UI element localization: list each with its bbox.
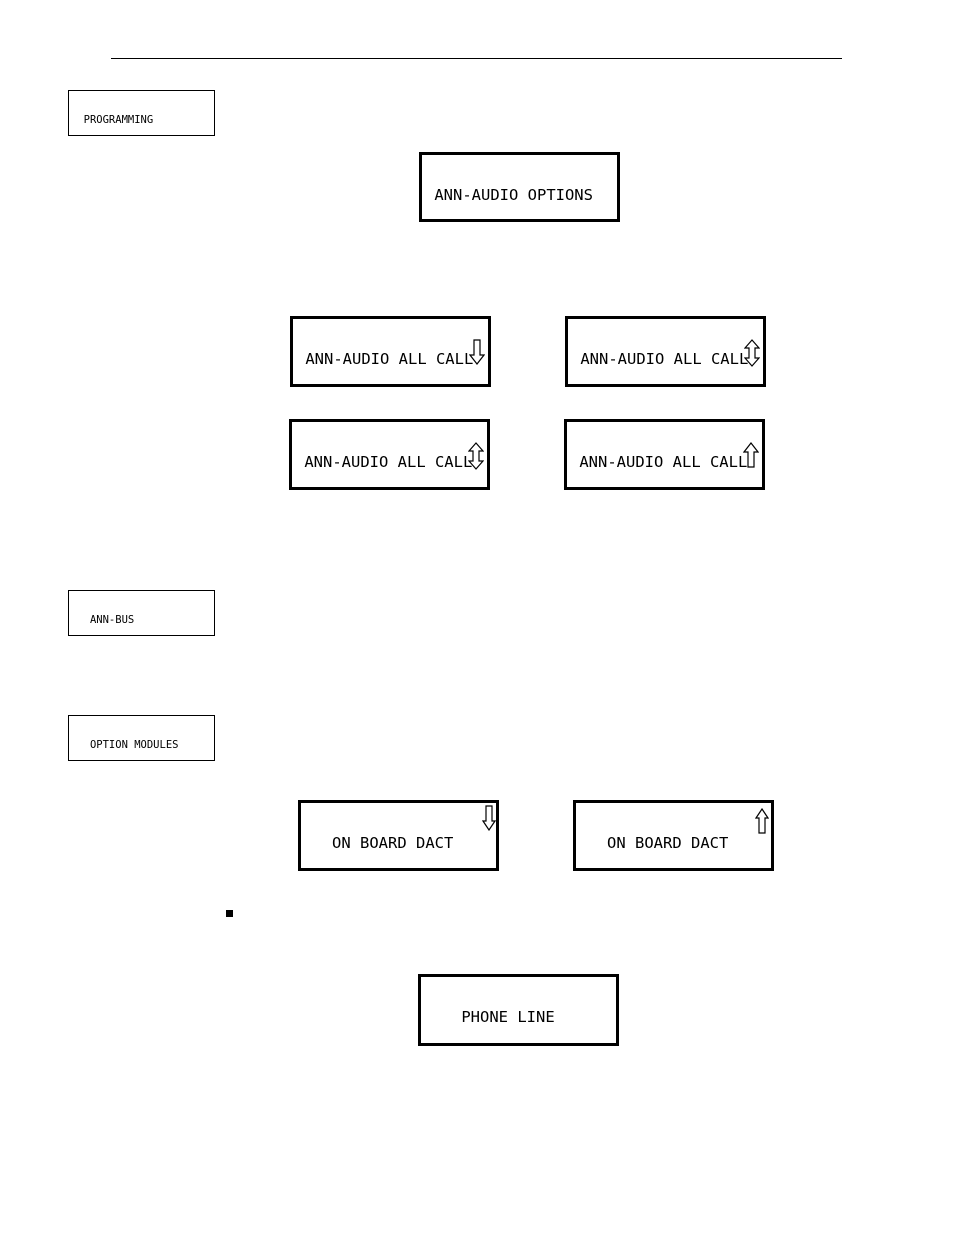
lcd-line: PROGRAMMING: [71, 114, 154, 126]
arrow-up-icon: [755, 808, 769, 834]
lcd-all-call-1: [290, 316, 491, 387]
lcd-line: ANN-AUDIO ALL CALL: [295, 453, 473, 471]
lcd-line: OPTION MODULES: [71, 739, 179, 751]
header-rule: [111, 58, 842, 59]
lcd-line: ANN-BUS: [71, 614, 135, 626]
lcd-line: PHONE LINE: [424, 1008, 555, 1026]
lcd-all-call-3: [289, 419, 490, 490]
lcd-phone-line: [418, 974, 619, 1046]
arrow-up-icon: [743, 442, 759, 468]
lcd-ann-audio-options: [419, 152, 620, 222]
lcd-line: ANN-AUDIO OPTIONS: [425, 186, 593, 204]
arrow-down-icon: [469, 339, 485, 365]
lcd-line: ON BOARD DACT: [579, 834, 729, 852]
lcd-dact-2: [573, 800, 774, 871]
lcd-line: ANN-AUDIO ALL CALL: [296, 350, 474, 368]
bullet-icon: [226, 910, 233, 917]
lcd-line: ANN-AUDIO ALL CALL: [570, 453, 748, 471]
lcd-ann-bus: [68, 590, 215, 636]
lcd-line: ON BOARD DACT: [304, 834, 454, 852]
arrow-updown-icon: [468, 442, 484, 470]
lcd-all-call-4: [564, 419, 765, 490]
lcd-line: ANN-AUDIO ALL CALL: [571, 350, 749, 368]
arrow-down-icon: [482, 805, 496, 831]
arrow-updown-icon: [744, 339, 760, 367]
lcd-programming: [68, 90, 215, 136]
lcd-option-modules: [68, 715, 215, 761]
lcd-dact-1: [298, 800, 499, 871]
lcd-all-call-2: [565, 316, 766, 387]
